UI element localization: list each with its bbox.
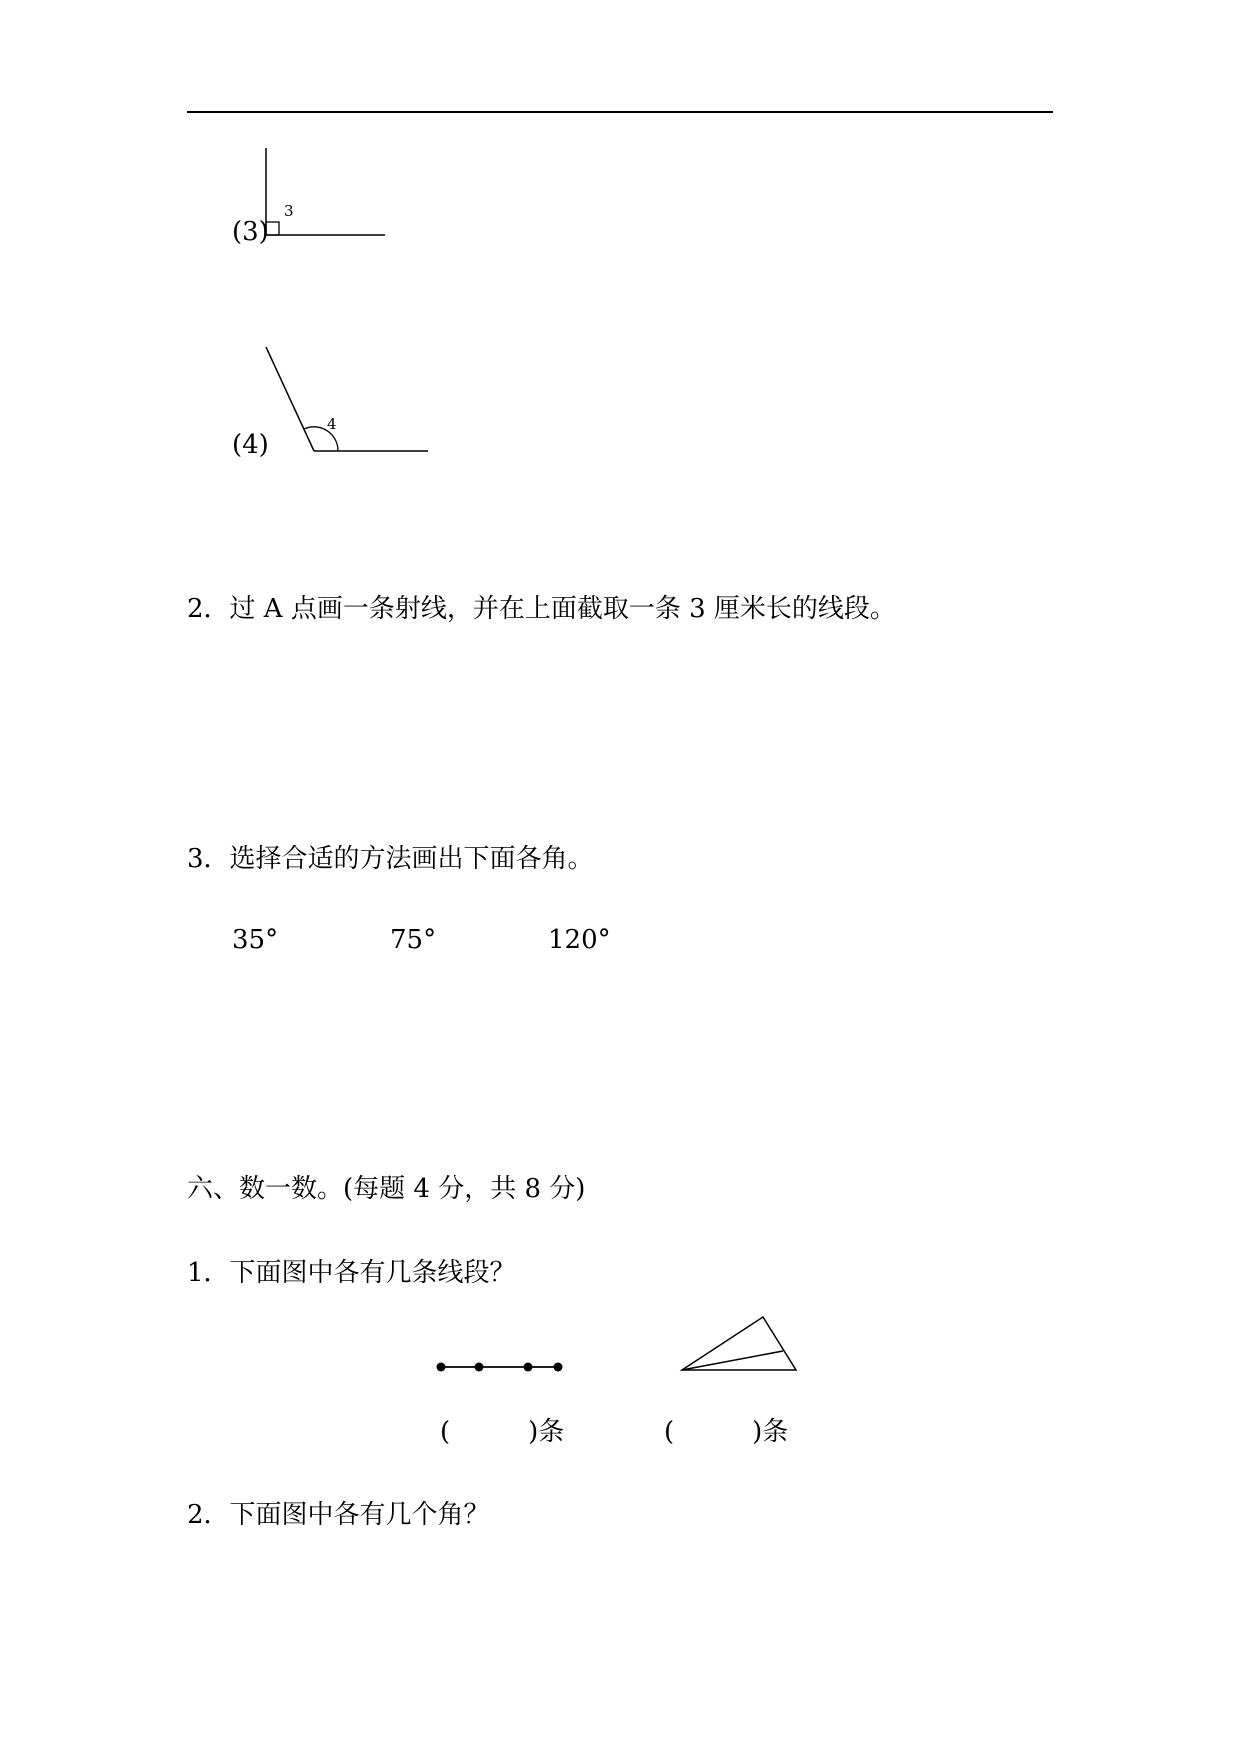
angle-75-degrees: 75°	[390, 925, 437, 955]
figure-3-label: (3)	[232, 217, 269, 247]
figure-3-angle-mark: 3	[284, 202, 294, 220]
section-6-question-1-text: 1．下面图中各有几条线段？	[187, 1258, 516, 1288]
answer-blank-triangle: ( )条	[664, 1417, 789, 1447]
angle-120-degrees: 120°	[548, 925, 611, 955]
question-3-text: 3．选择合适的方法画出下面各角。	[187, 844, 594, 874]
angle-35-degrees: 35°	[232, 925, 279, 955]
section-6-question-2-text: 2．下面图中各有几个角？	[187, 1500, 490, 1530]
section-6-title: 六、数一数。(每题 4 分，共 8 分)	[187, 1174, 586, 1204]
figure-4-label: (4)	[232, 430, 269, 460]
question-2-text: 2．过 A 点画一条射线，并在上面截取一条 3 厘米长的线段。	[187, 594, 896, 624]
answer-blank-segments: ( )条	[440, 1417, 565, 1447]
figure-4-angle-mark: 4	[327, 415, 337, 433]
